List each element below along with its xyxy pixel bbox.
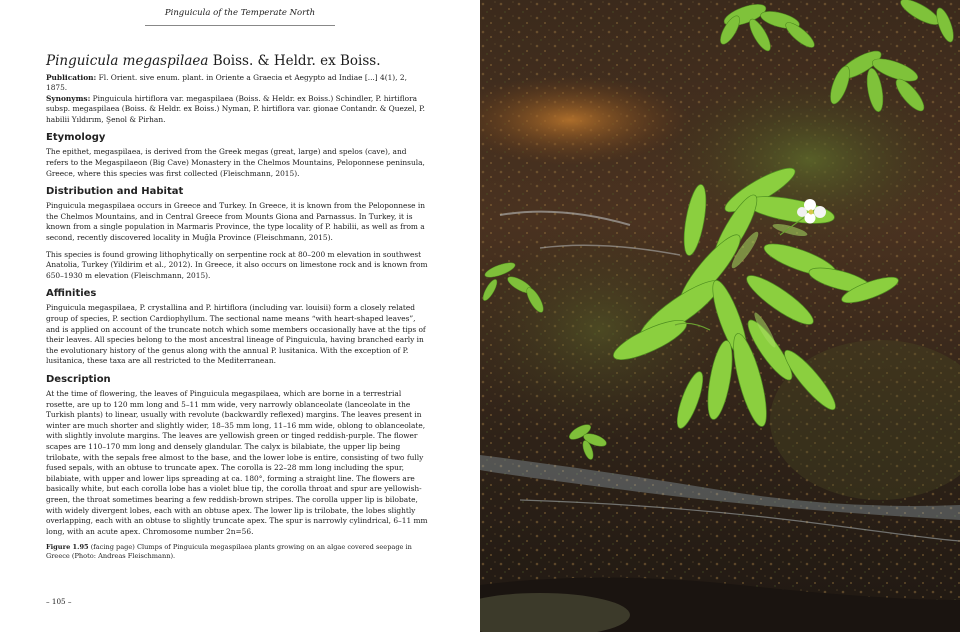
affinities-paragraph: Pinguicula megaspilaea, P. crystallina and P. hirtiflora (including var. louisii) form a closely related group of species, P. section Cardiophyllum. The sectional name means “with heart-shaped leaves”, and is applied on account of the truncate notch which some members occasionally have at the tips of their leaves. All species belong to the most ancestral lineage of Pinguicula, having branched early in the evolutionary history of the genus along with the annual P. lusitanica. With the exception of P. lusitanica, these taxa are all restricted to the Mediterranean. <box>46 303 426 366</box>
synonyms-line <box>46 94 430 126</box>
running-head <box>0 8 480 18</box>
header-rule <box>145 25 335 26</box>
synonyms-label: Synonyms: <box>46 93 91 103</box>
caption-text: (facing page) Clumps of Pinguicula megaspilaea plants growing on an algae covered seepage in Greece (Photo: Andreas Fleischmann). <box>46 543 412 561</box>
species-name: Pinguicula megaspilaea <box>46 53 209 69</box>
publication-text: Fl. Orient. sive enum. plant. in Oriente a Graecia et Aegypto ad Indiae [...] 4(1), 2, 1875. <box>46 72 407 93</box>
running-head-rest: of the Temperate North <box>210 8 316 18</box>
heading-description: Description <box>46 373 111 385</box>
plant-photo <box>480 0 960 632</box>
etymology-paragraph: The epithet, megaspilaea, is derived from the Greek megas (great, large) and spelos (cave), and refers to the Megaspilaeon (Big Cave) Monastery in the Chelmos Mountains, Peloponnese peninsula, Greece, where this species was first collected (Fleischmann, 2015). <box>46 147 425 178</box>
species-authority: Boiss. & Heldr. ex Boiss. <box>208 53 381 69</box>
article-body <box>46 34 430 568</box>
description-paragraph: At the time of flowering, the leaves of Pinguicula megaspilaea, which are borne in a terrestrial rosette, are up to 120 mm long and 5–11 mm wide, very narrowly oblanceolate (lanceolate in the Turkish plants) to linear, usually with revolute (backwardly reflexed) margins. The leaves present in winter are much shorter and slightly wider, 18–35 mm long, 11–16 mm wide, oblong to oblanceolate, with slightly involute margins. The leaves are yellowish green or tinged reddish-purple. The flower scapes are 110–170 mm long and densely glandular. The calyx is bilabiate, the upper lip being trilobate, with the sepals free almost to the base, and the lower lobe is entire, consisting of two fully fused sepals, with an obtuse to truncate apex. The corolla is 22–28 mm long including the spur, bilabiate, with upper and lower lips spreading at ca. 180°, forming a straight line. The flowers are basically white, but each corolla lobe has a violet blue tip, the corolla throat and spur are yellowish-green, the throat sometimes bearing a few reddish-brown stripes. The corolla upper lip is bilobate, with widely divergent lobes, each with an obtuse apex. The lower lip is trilobate, the lobes slightly overlapping, each with an obtuse to slightly truncate apex. The spur is narrowly cylindrical, 6–11 mm long, with an acute apex. Chromosome number 2n=56. <box>46 388 428 536</box>
heading-etymology: Etymology <box>46 132 106 144</box>
running-head-genus: Pinguicula <box>164 8 211 18</box>
distribution-paragraph-2: This species is found growing lithophytically on serpentine rock at 80–200 m elevation in southwest Anatolia, Turkey (Yildirim et al., 2012). In Greece, it also occurs on limestone rock and is known from 650–1930 m elevation (Fleischmann, 2015). <box>46 249 428 280</box>
publication-line <box>46 73 430 94</box>
heading-distribution: Distribution and Habitat <box>46 186 184 198</box>
plant-photo-icon <box>480 0 960 632</box>
synonyms-text: Pinguicula hirtiflora var. megaspilaea (Boiss. & Heldr. ex Boiss.) Schindler, P. hirtiflora subsp. megaspilaea (Boiss. & Heldr. ex Boiss.) Nyman, P. hirtiflora var. gionae Contandr. & Quezel, P. habilii Yıldırım, Şenol & Pirhan. <box>46 93 425 124</box>
heading-affinities: Affinities <box>46 288 97 300</box>
page-number: – 105 – <box>46 597 72 606</box>
distribution-paragraph-1: Pinguicula megaspilaea occurs in Greece and Turkey. In Greece, it is known from the Peloponnese in the Chelmos Mountains, and in Central Greece from Mounts Giona and Parnassus. In Turkey, it is known from a single population in Marmaris Province, the type locality of P. habilii, as well as from a second, recently discovered locality in Muğla Province (Fleischmann, 2015). <box>46 201 425 243</box>
figure-caption <box>46 543 430 561</box>
publication-label: Publication: <box>46 72 97 82</box>
caption-label: Figure 1.95 <box>46 543 89 552</box>
species-title <box>46 54 430 70</box>
